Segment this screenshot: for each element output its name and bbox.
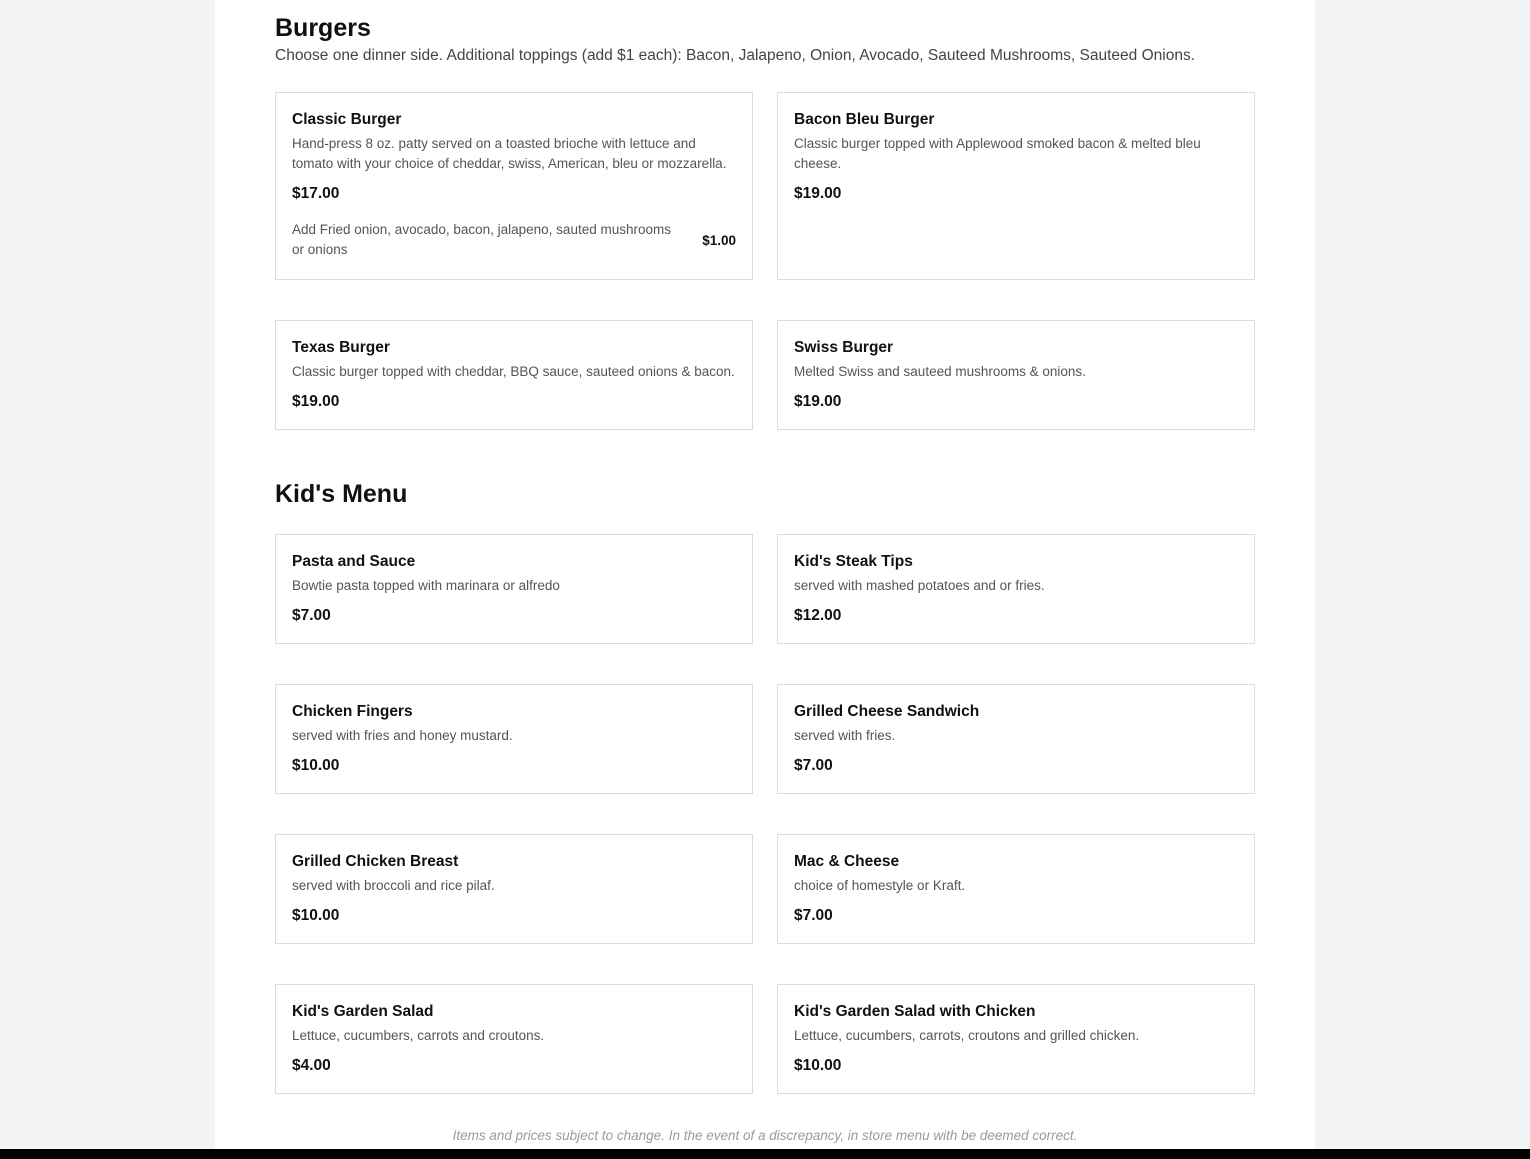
kids-row-2	[275, 684, 1255, 794]
item-description: served with fries.	[794, 728, 896, 743]
menu-item-card-texas-burger[interactable]	[275, 320, 753, 430]
item-price: $7.00	[292, 607, 331, 624]
item-name: Grilled Cheese Sandwich	[794, 703, 980, 720]
item-description: Hand-press 8 oz. patty served on a toasted brioche with lettuce and tomato with your choice of cheddar, swiss, American, bleu or mozzarella.	[292, 136, 727, 171]
item-name: Mac & Cheese	[794, 853, 900, 870]
item-description: served with mashed potatoes and or fries.	[794, 578, 1045, 593]
item-name: Kid's Steak Tips	[794, 553, 913, 570]
item-description: served with fries and honey mustard.	[292, 728, 513, 743]
addon-price: $1.00	[702, 232, 736, 248]
section-description-burgers: Choose one dinner side. Additional toppings (add $1 each): Bacon, Jalapeno, Onion, Avocado, Sauteed Mushrooms, Sauteed Onions.	[275, 47, 1196, 64]
item-name: Grilled Chicken Breast	[292, 853, 459, 870]
burgers-row-2	[275, 320, 1255, 430]
menu-item-card-kids-steak-tips[interactable]	[777, 534, 1255, 644]
item-price: $19.00	[794, 393, 842, 410]
item-description: Classic burger topped with Applewood smoked bacon & melted bleu cheese.	[794, 136, 1201, 171]
item-price: $7.00	[794, 757, 833, 774]
kids-row-1	[275, 534, 1255, 644]
menu-item-card-kids-garden-salad[interactable]	[275, 984, 753, 1094]
menu-item-card-swiss-burger[interactable]	[777, 320, 1255, 430]
section-title-burgers: Burgers	[275, 14, 371, 42]
footer-disclaimer: Items and prices subject to change. In the event of a discrepancy, in store menu with be deemed correct.	[452, 1128, 1078, 1143]
menu-item-card-kids-garden-salad-with-chicken[interactable]	[777, 984, 1255, 1094]
item-price: $17.00	[292, 185, 340, 202]
item-description: Melted Swiss and sauteed mushrooms & onions.	[794, 364, 1086, 379]
item-description: choice of homestyle or Kraft.	[794, 878, 966, 893]
item-name: Texas Burger	[292, 339, 390, 356]
kids-row-4	[275, 984, 1255, 1094]
item-description: served with broccoli and rice pilaf.	[292, 878, 495, 893]
item-description: Bowtie pasta topped with marinara or alfredo	[292, 578, 560, 593]
bottom-bar	[0, 1149, 1530, 1159]
item-name: Classic Burger	[292, 111, 402, 128]
item-price: $10.00	[794, 1057, 842, 1074]
item-description: Lettuce, cucumbers, carrots, croutons and grilled chicken.	[794, 1028, 1140, 1043]
item-description: Classic burger topped with cheddar, BBQ sauce, sauteed onions & bacon.	[292, 364, 735, 379]
item-price: $19.00	[292, 393, 340, 410]
addon-label: Add Fried onion, avocado, bacon, jalapeno, sauted mushrooms or onions	[292, 222, 671, 257]
item-name: Bacon Bleu Burger	[794, 111, 935, 128]
item-description: Lettuce, cucumbers, carrots and croutons.	[292, 1028, 545, 1043]
item-price: $10.00	[292, 907, 340, 924]
menu-item-card-mac-and-cheese[interactable]	[777, 834, 1255, 944]
menu-item-card-bacon-bleu-burger[interactable]	[777, 92, 1255, 280]
item-price: $12.00	[794, 607, 842, 624]
item-name: Pasta and Sauce	[292, 553, 416, 570]
kids-row-3	[275, 834, 1255, 944]
section-title-kids-menu: Kid's Menu	[275, 480, 408, 508]
menu-item-card-pasta-and-sauce[interactable]	[275, 534, 753, 644]
burgers-row-1	[275, 92, 1255, 280]
item-price: $10.00	[292, 757, 340, 774]
item-name: Kid's Garden Salad with Chicken	[794, 1003, 1036, 1020]
menu-item-card-classic-burger[interactable]	[275, 92, 753, 280]
menu-item-card-chicken-fingers[interactable]	[275, 684, 753, 794]
item-name: Kid's Garden Salad	[292, 1003, 434, 1020]
item-name: Chicken Fingers	[292, 703, 413, 720]
item-price: $4.00	[292, 1057, 331, 1074]
item-price: $7.00	[794, 907, 833, 924]
menu-page	[215, 0, 1315, 1159]
item-price: $19.00	[794, 185, 842, 202]
item-name: Swiss Burger	[794, 339, 894, 356]
menu-item-card-grilled-cheese-sandwich[interactable]	[777, 684, 1255, 794]
item-addon	[292, 220, 736, 260]
menu-item-card-grilled-chicken-breast[interactable]	[275, 834, 753, 944]
